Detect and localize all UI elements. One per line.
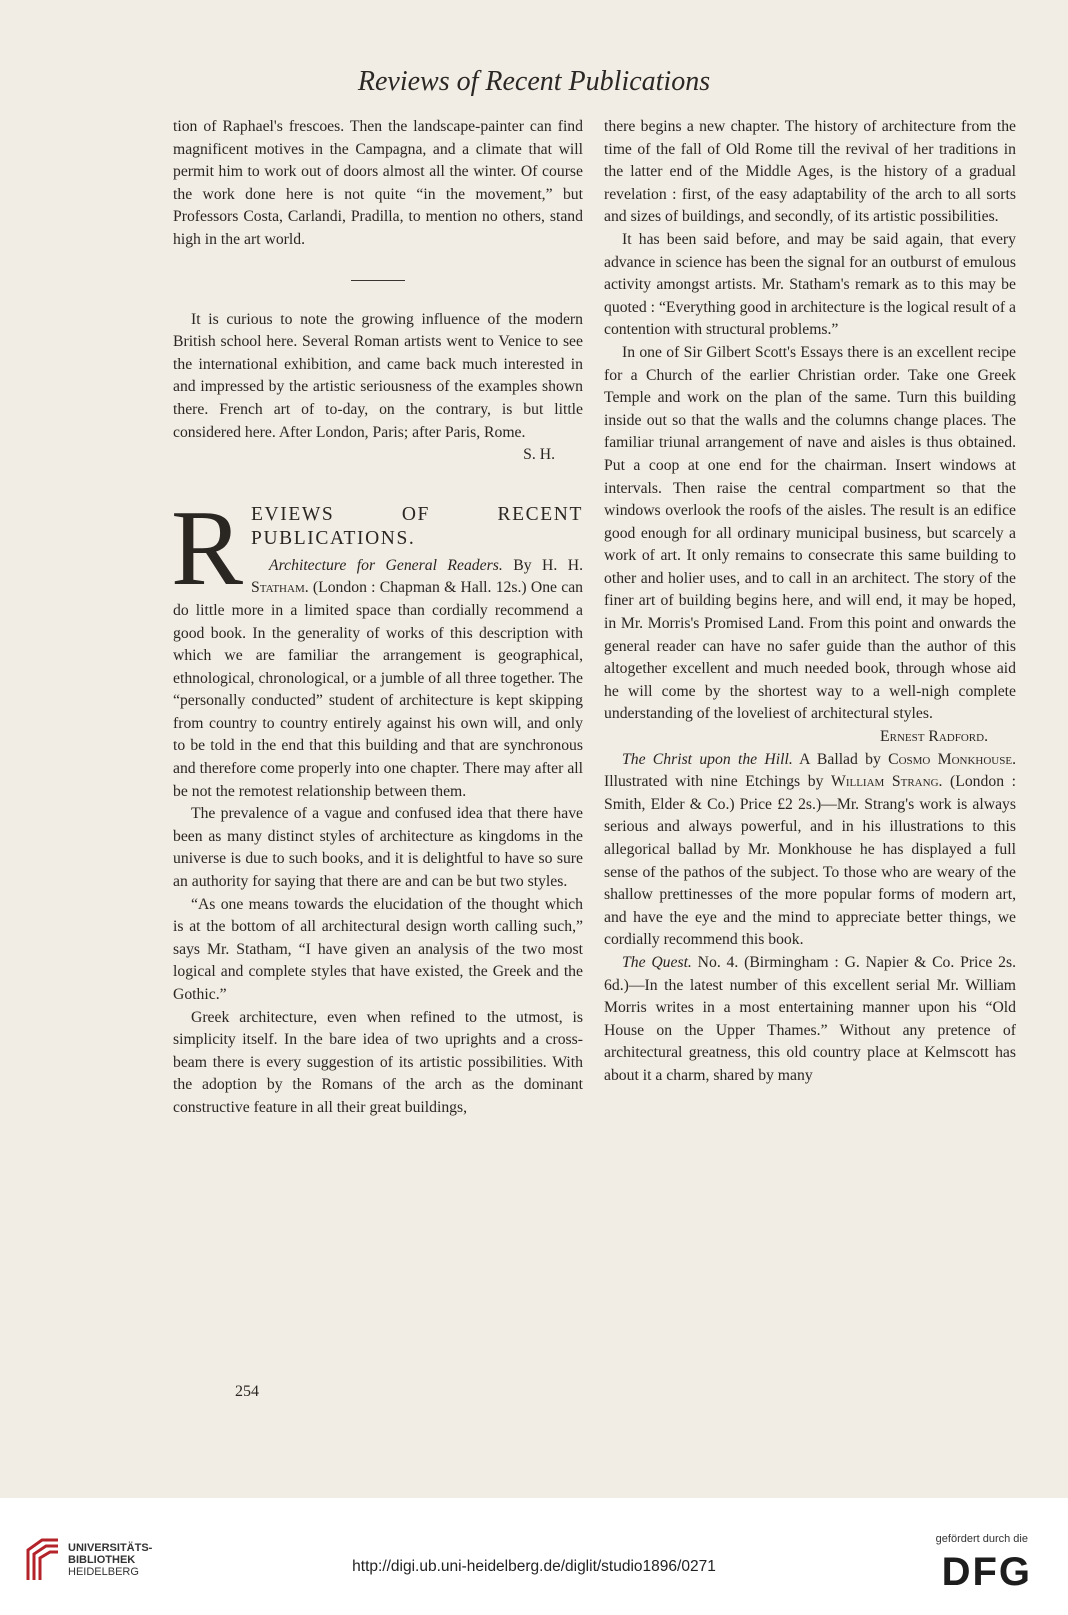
book-author: Cosmo Monkhouse.: [888, 750, 1017, 768]
section-title: EVIEWS OF RECENT PUBLICATIONS.: [251, 503, 583, 549]
right-column: [604, 116, 1016, 1088]
section-divider: [351, 280, 405, 281]
library-name-line: BIBLIOTHEK: [68, 1554, 136, 1566]
review-text: Illustrated with nine Etchings by: [604, 773, 824, 791]
funded-by-label: gefördert durch die: [935, 1533, 1028, 1545]
paragraph: In one of Sir Gilbert Scott's Essays there is an excellent recipe for a Church of the earlier Christian order. Take one Greek Temple and work on the plan of the same. Turn this building inside out so that the walls and the columns change places. The familiar triunal arrangement of nave and aisles is thus obtained. Put a coop at one end for the chairman. Insert windows at intervals. Then raise the central compartment so that the windows overlook the roofs of the aisles. The result is an edifice good enough for all ordinary municipal business, but scarcely a work of art. It only remains to consecrate this same building to other and holier uses, and to call in an architect. The story of the finer art of building begins here, and will end, it may be hoped, in Mr. Morris's Promised Land. From this point and onwards the general reader can have no safer guide than the author of this altogether excellent and much needed book, through whose aid he will come by the shortest way to a well-nigh complete understanding of the loveliest of architectural styles.: [604, 343, 1016, 723]
paragraph: “As one means towards the elucidation of the thought which is at the bottom of all architectural design worth calling such,” says Mr. Statham, “I have given an analysis of the two most logical and complete styles that have existed, the Greek and the Gothic.”: [173, 895, 583, 1003]
dfg-logo: DFG: [941, 1550, 1032, 1594]
page-number: 254: [235, 1383, 259, 1400]
review-paragraph: [604, 749, 1016, 952]
footer-bar: [0, 1498, 1068, 1615]
paragraph: Greek architecture, even when refined to the utmost, is simplicity itself. In the bare idea of two uprights and a cross-beam there is every suggestion of its artistic possibilities. With the adoption by the Romans of the arch as the dominant constructive feature in all their great buildings,: [173, 1008, 583, 1116]
review-text: By: [513, 556, 532, 574]
library-name-line: HEIDELBERG: [68, 1566, 139, 1578]
library-name-line: UNIVERSITÄTS-: [68, 1542, 153, 1554]
review-paragraph: [604, 952, 1016, 1088]
signature: Ernest Radford.: [880, 728, 988, 746]
paragraph: there begins a new chapter. The history of architecture from the time of the fall of Old Rome till the revival of her traditions in the latter end of the Middle Ages, is the history of a gradual revelation : first, of the easy adaptability of the arch to all sorts and sizes of buildings, and secondly, of its artistic possibilities.: [604, 118, 1016, 226]
review-text: No. 4. (Birmingham : G. Napier & Co. Price 2s. 6d.)—In the latest number of this excellent serial Mr. William Morris writes in a most entertaining manner upon his “Old House on the Upper Thames.” Without any pretence of architectural greatness, this old country place at Kelmscott has about it a charm, shared by many: [604, 953, 1017, 1084]
review-text: (London : Chapman & Hall. 12s.) One can do little more in a limited space than cordially recommend a good book. In the generality of works of this description with which we are familiar the arrangement is geographical, ethnological, chronological, or a jumble of all three together. The “personally conducted” student of architecture is kept skipping from country to country entirely against his own will, and only to be told in the end that this building and that are synchronous and therefore come properly into one chapter. There may after all be not the remotest relationship between them.: [173, 579, 584, 800]
book-author: H. H. Statham.: [251, 556, 584, 597]
paragraph: It has been said before, and may be said again, that every advance in science has been the signal for an outburst of emulous activity amongst artists. Mr. Statham's remark as to this may be quoted : “Everything good in architecture is the logical result of a contention with structural problems.”: [604, 230, 1016, 339]
paragraph: The prevalence of a vague and confused idea that there have been as many distinct styles of architecture as kingdoms in the universe is due to such books, and it is delightful to have so sure an authority for saying that there are and can be but two styles.: [173, 805, 583, 891]
left-column: [173, 116, 583, 1120]
paragraph: It is curious to note the growing influence of the modern British school here. Several Roman artists went to Venice to see the international exhibition, and came back much interested in and impressed by the artistic seriousness of the examples shown there. French art of to-day, on the contrary, is but little considered here. After London, Paris; after Paris, Rome.: [173, 310, 583, 441]
book-title: The Christ upon the Hill.: [622, 750, 793, 768]
signature: S. H.: [523, 446, 555, 464]
running-title: Reviews of Recent Publications: [357, 66, 711, 97]
paragraph: tion of Raphael's frescoes. Then the landscape-painter can find magnificent motives in the Campagna, and a climate that will permit him to work out of doors almost all the winter. Of course the work done here is not quite “in the movement,” but Professors Costa, Carlandi, Pradilla, to mention no others, stand high in the art world.: [173, 118, 583, 248]
review-text: (London : Smith, Elder & Co.) Price £2 2s.)—Mr. Strang's work is always serious and always powerful, and in his illustrations to this allegorical ballad by Mr. Monkhouse he has displayed a full sense of the pathos of the subject. To those who are weary of the shallow prettinesses of the more popular forms of modern art, and have the eye and the mind to appreciate better things, we cordially recommend this book.: [604, 773, 1016, 949]
source-url-link[interactable]: http://digi.ub.uni-heidelberg.de/diglit/studio1896/0271: [352, 1558, 716, 1575]
book-illustrator: William Strang.: [831, 773, 943, 791]
review-text: A Ballad by: [799, 750, 881, 768]
book-title: Architecture for General Readers.: [269, 556, 503, 574]
drop-cap: R: [171, 488, 244, 608]
book-title: The Quest.: [622, 953, 692, 971]
